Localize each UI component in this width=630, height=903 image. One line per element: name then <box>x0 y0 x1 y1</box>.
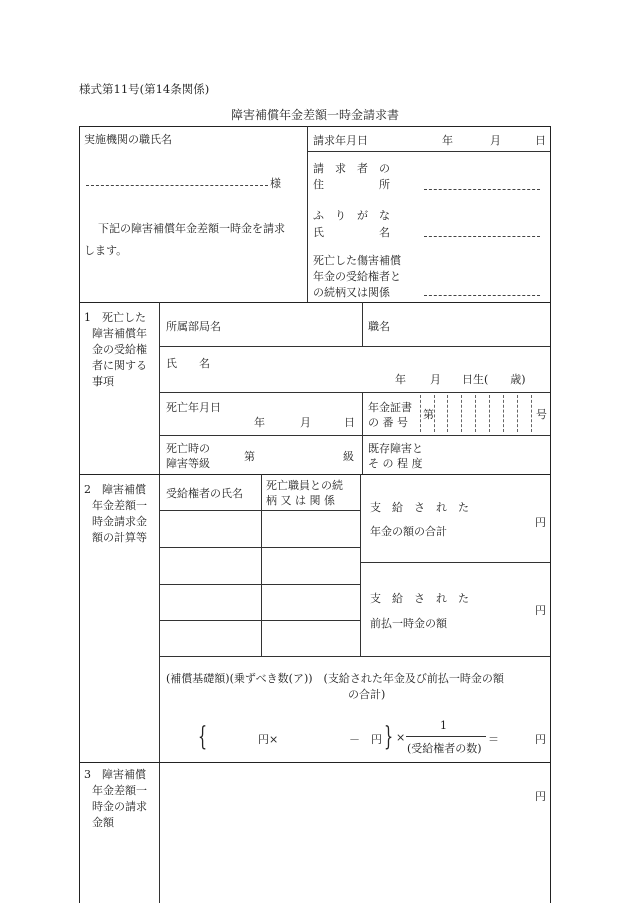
sec2-heading: 2 障害補償 年金差額一 時金請求金 額の計算等 <box>84 483 147 544</box>
sama-suffix: 様 <box>270 177 281 190</box>
pension-total-yen: 円 <box>535 516 546 529</box>
relation-label-3: の続柄又は関係 <box>313 286 390 299</box>
deceased-name-label: 氏 名 <box>166 357 210 370</box>
form-number: 様式第11号(第14条関係) <box>79 82 210 96</box>
advance-label-2: 前払一時金の額 <box>370 617 447 630</box>
request-month-unit: 月 <box>490 134 501 147</box>
fraction-bar <box>406 736 486 737</box>
furigana-label: ふ り が な <box>313 209 390 222</box>
formula-denominator: (受給権者の数) <box>407 742 482 755</box>
cert-label-1: 年金証書 <box>368 401 412 414</box>
job-title-label: 職名 <box>368 320 390 333</box>
claim-amount-yen: 円 <box>535 790 546 803</box>
birth-month-unit: 月 <box>430 373 441 386</box>
formula-numerator: 1 <box>440 719 447 732</box>
col-relation-1: 死亡職員との続 <box>266 479 343 492</box>
grade-dai: 第 <box>244 450 255 463</box>
birth-day-age: 日生( 歳) <box>462 373 526 386</box>
claimant-address-label-1: 請 求 者 の <box>313 162 390 175</box>
grade-label-2: 障害等級 <box>166 457 210 470</box>
existing-disability-label-2: そ の 程 度 <box>368 457 423 470</box>
death-day-unit: 日 <box>344 416 355 429</box>
request-day-unit: 日 <box>535 134 546 147</box>
cert-dai: 第 <box>423 408 434 421</box>
formula-times: × <box>396 731 406 744</box>
claimant-address-label-2: 住 所 <box>313 178 390 191</box>
cert-label-2: の 番 号 <box>368 416 408 429</box>
col-recipient-name: 受給権者の氏名 <box>166 487 243 500</box>
request-year-unit: 年 <box>442 134 453 147</box>
formula-header-2: の合計) <box>348 688 386 701</box>
birth-year-unit: 年 <box>395 373 406 386</box>
formula-minus-yen: － 円 <box>349 733 382 746</box>
formula-yen-times: 円× <box>258 733 279 746</box>
request-date-label: 請求年月日 <box>313 134 368 147</box>
brace-open: { <box>198 722 208 752</box>
statement-line-1: 下記の障害補償年金差額一時金を請求 <box>98 222 285 235</box>
relation-label-2: 年金の受給権者と <box>313 270 401 283</box>
formula-result-yen: 円 <box>535 733 546 746</box>
dept-label: 所属部局名 <box>166 320 221 333</box>
col-relation-2: 柄 又 は 関 係 <box>266 494 335 507</box>
pension-total-label-2: 年金の額の合計 <box>370 525 447 538</box>
death-month-unit: 月 <box>300 416 311 429</box>
existing-disability-label-1: 既存障害と <box>368 442 423 455</box>
statement-line-2: します。 <box>84 244 128 257</box>
agency-name-label: 実施機関の職氏名 <box>84 133 172 146</box>
pension-total-label-1: 支 給 さ れ た <box>370 501 469 514</box>
sec1-heading: 1 死亡した 障害補償年 金の受給権 者に関する 事項 <box>84 311 147 388</box>
grade-label-1: 死亡時の <box>166 442 210 455</box>
formula-header-1: (補償基礎額)(乗ずべき数(ア)) (支給された年金及び前払一時金の額 <box>166 672 504 685</box>
agency-name-field[interactable] <box>86 185 268 186</box>
grade-kyu: 級 <box>343 450 354 463</box>
cert-go: 号 <box>536 408 547 421</box>
claimant-name-label: 氏 名 <box>313 226 390 239</box>
relation-field[interactable] <box>424 295 540 296</box>
relation-label-1: 死亡した傷害補償 <box>313 254 401 267</box>
form-title: 障害補償年金差額一時金請求書 <box>230 108 399 122</box>
claimant-address-field[interactable] <box>424 189 540 190</box>
death-year-unit: 年 <box>254 416 265 429</box>
formula-equals: ＝ <box>488 733 499 746</box>
sec3-heading: 3 障害補償 年金差額一 時金の請求 金額 <box>84 768 147 829</box>
advance-yen: 円 <box>535 604 546 617</box>
brace-close: } <box>384 722 394 752</box>
claimant-name-field[interactable] <box>424 236 540 237</box>
advance-label-1: 支 給 さ れ た <box>370 592 469 605</box>
death-date-label: 死亡年月日 <box>166 401 221 414</box>
